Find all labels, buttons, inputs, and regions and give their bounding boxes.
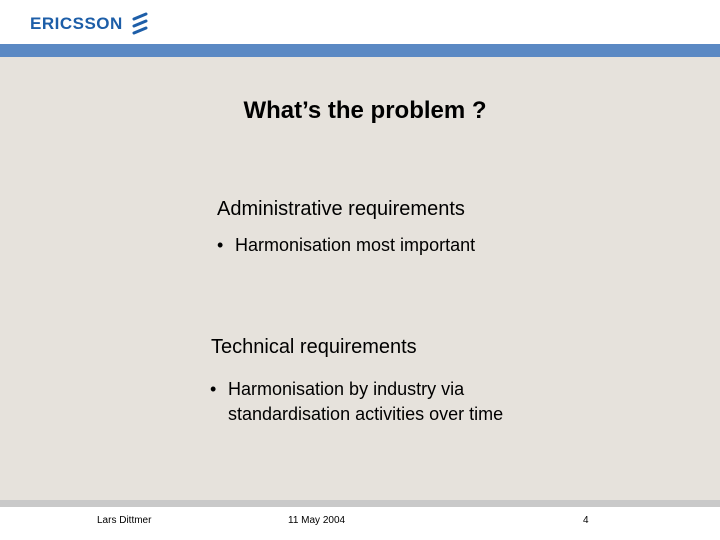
slide-header	[0, 0, 720, 44]
ericsson-wave-icon	[131, 12, 149, 36]
bullet-marker: •	[217, 235, 224, 255]
footer-author: Lars Dittmer	[97, 515, 152, 526]
footer-date: 11 May 2004	[288, 515, 346, 526]
footer-divider	[0, 500, 720, 507]
bullet-marker: •	[210, 379, 217, 399]
bullet-text: Harmonisation most important	[235, 235, 476, 255]
header-accent-bar	[0, 44, 720, 57]
slide-title: What’s the problem ?	[243, 97, 487, 124]
logo-text: ERICSSON	[30, 14, 123, 33]
footer-page-number: 4	[583, 515, 589, 526]
bullet-text-line-2: standardisation activities over time	[228, 404, 504, 424]
section-heading-technical: Technical requirements	[211, 336, 417, 358]
ericsson-logo	[30, 12, 149, 36]
bullet-text-line-1: Harmonisation by industry via	[228, 379, 465, 399]
section-heading-administrative: Administrative requirements	[217, 198, 465, 220]
